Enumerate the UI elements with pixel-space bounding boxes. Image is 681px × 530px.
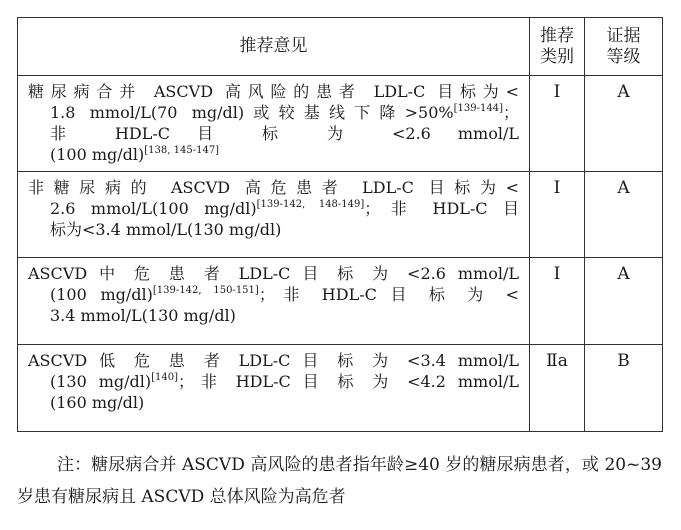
recommendation-line (28, 144, 519, 165)
evidence-level-cell: A (585, 258, 663, 345)
table-body (18, 76, 663, 432)
reference-citation: [139-144] (453, 103, 503, 114)
recommendation-text: 非糖尿病的 ASCVD 高危患者 LDL-C 目标为< (28, 178, 519, 197)
recommendation-text: 非 HDL-C 目 标 为 <2.6 mmol/L (50, 124, 519, 143)
recommendation-text: (100 mg/dl) (50, 285, 153, 304)
recommendation-line (28, 284, 519, 305)
recommendation-line (28, 81, 519, 102)
recommendation-class-cell: Ⅰ (530, 76, 585, 172)
recommendation-text: 1.8 mmol/L(70 mg/dl)或较基线下降>50% (50, 103, 454, 122)
reference-citation: [138, 145-147] (144, 145, 220, 156)
recommendation-line (28, 263, 519, 284)
evidence-level-cell: A (585, 76, 663, 172)
recommendation-table (17, 17, 663, 432)
recommendation-line (28, 219, 519, 240)
recommendation-text: ASCVD 低 危 患 者 LDL-C 目 标 为 <3.4 mmol/L (28, 351, 519, 370)
recommendation-cell (18, 76, 530, 172)
recommendation-class-cell: Ⅰ (530, 172, 585, 258)
recommendation-text: (100 mg/dl) (50, 145, 145, 164)
recommendation-text: 2.6 mmol/L(100 mg/dl) (50, 199, 257, 218)
recommendation-cell (18, 258, 530, 345)
header-class-line2: 类别 (540, 46, 574, 67)
recommendation-class-cell: Ⅱa (530, 345, 585, 432)
recommendation-cell (18, 345, 530, 432)
reference-citation: [139-142, 150-151] (152, 285, 259, 296)
evidence-level-cell: B (585, 345, 663, 432)
recommendation-line (28, 198, 519, 219)
table-row (18, 258, 663, 345)
table-row (18, 76, 663, 172)
recommendation-text: (130 mg/dl) (50, 372, 152, 391)
recommendation-line (28, 102, 519, 123)
recommendation-class-cell: Ⅰ (530, 258, 585, 345)
header-level-line2: 等级 (606, 46, 641, 67)
recommendation-text-tail: ；非 HDL-C 目 标 为 < (258, 285, 519, 304)
header-level (585, 18, 663, 76)
recommendation-line (28, 305, 519, 326)
recommendation-line (28, 350, 519, 371)
table-row (18, 345, 663, 432)
recommendation-text-tail: ； (502, 103, 519, 122)
header-class (530, 18, 585, 76)
evidence-level-cell: A (585, 172, 663, 258)
recommendation-text: 糖尿病合并 ASCVD 高风险的患者 LDL-C 目标为< (28, 82, 519, 101)
table-row (18, 172, 663, 258)
reference-citation: [140] (151, 372, 179, 383)
header-class-line1: 推荐 (540, 25, 574, 46)
header-recommendation (18, 18, 530, 76)
recommendation-text: ASCVD 中 危 患 者 LDL-C 目 标 为 <2.6 mmol/L (28, 264, 519, 283)
recommendation-cell (18, 172, 530, 258)
recommendation-table-container (17, 17, 662, 432)
recommendation-text-tail: ；非 HDL-C 目 标 为 <4.2 mmol/L (178, 372, 519, 391)
header-recommendation-label: 推荐意见 (239, 36, 308, 56)
recommendation-line (28, 177, 519, 198)
recommendation-text: (160 mg/dl) (50, 393, 145, 412)
recommendation-text-tail: ；非 HDL-C 目 (364, 199, 519, 218)
table-footnote: 注：糖尿病合并 ASCVD 高风险的患者指年龄≥40 岁的糖尿病患者，或 20~39 岁患有糖尿病且 ASCVD 总体风险为高危者 (17, 455, 662, 507)
table-header-row (18, 18, 663, 76)
recommendation-line (28, 371, 519, 392)
recommendation-line (28, 123, 519, 144)
recommendation-line (28, 392, 519, 413)
header-level-line1: 证据 (606, 25, 641, 46)
recommendation-text: 3.4 mmol/L(130 mg/dl) (50, 306, 236, 325)
reference-citation: [139-142, 148-149] (256, 199, 365, 210)
recommendation-text: 标为<3.4 mmol/L(130 mg/dl) (50, 220, 282, 239)
